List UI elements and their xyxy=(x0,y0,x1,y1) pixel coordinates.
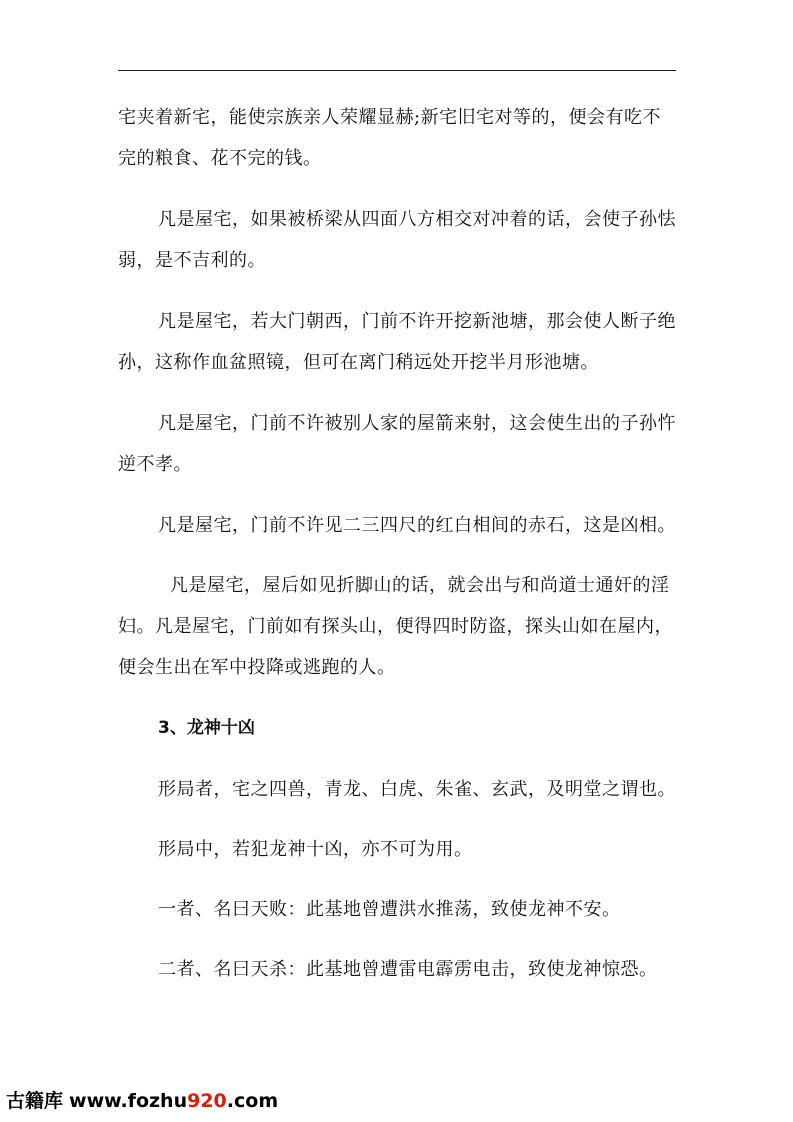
text-line: 凡是屋宅，门前不许见二三四尺的红白相间的赤石，这是凶相。 xyxy=(158,515,676,536)
text-line: 凡是屋宅，若大门朝西，门前不许开挖新池塘，那会使人断子绝 xyxy=(158,311,676,332)
text-line: 凡是屋宅，门前不许被别人家的屋箭来射，这会使生出的子孙忤 xyxy=(158,413,676,434)
text-line: 完的粮食、花不完的钱。 xyxy=(118,148,322,169)
text-line: 一者、名曰天败：此基地曾遭洪水推荡，致使龙神不安。 xyxy=(158,899,621,920)
text-line: 形局者，宅之四兽，青龙、白虎、朱雀、玄武，及明堂之谓也。 xyxy=(158,779,676,800)
text-line: 逆不孝。 xyxy=(118,454,192,475)
text-line: 弱，是不吉利的。 xyxy=(118,250,266,271)
text-line: 宅夹着新宅，能使宗族亲人荣耀显赫;新宅旧宅对等的，便会有吃不 xyxy=(118,107,662,128)
url-prefix: www.fozhu xyxy=(69,1090,188,1112)
section-heading: 3、龙神十凶 xyxy=(158,718,255,738)
text-line: 孙，这称作血盆照镜，但可在离门稍远处开挖半月形池塘。 xyxy=(118,352,599,373)
text-line: 形局中，若犯龙神十凶，亦不可为用。 xyxy=(158,839,473,860)
text-line: 便会生出在军中投降或逃跑的人。 xyxy=(118,657,396,678)
url-suffix: .com xyxy=(226,1090,279,1112)
text-line: 二者、名曰天杀：此基地曾遭雷电霹雳电击，致使龙神惊恐。 xyxy=(158,959,658,980)
site-name: 古籍库 xyxy=(6,1090,64,1112)
header-rule xyxy=(118,70,676,71)
url-number: 920 xyxy=(187,1090,227,1112)
footer-watermark xyxy=(6,1088,278,1114)
text-line: 凡是屋宅，屋后如见折脚山的话，就会出与和尚道士通奸的淫 xyxy=(170,575,670,596)
text-line: 凡是屋宅，如果被桥梁从四面八方相交对冲着的话，会使子孙怯 xyxy=(158,209,676,230)
text-line: 妇。凡是屋宅，门前如有探头山，便得四时防盗，探头山如在屋内， xyxy=(118,616,673,637)
